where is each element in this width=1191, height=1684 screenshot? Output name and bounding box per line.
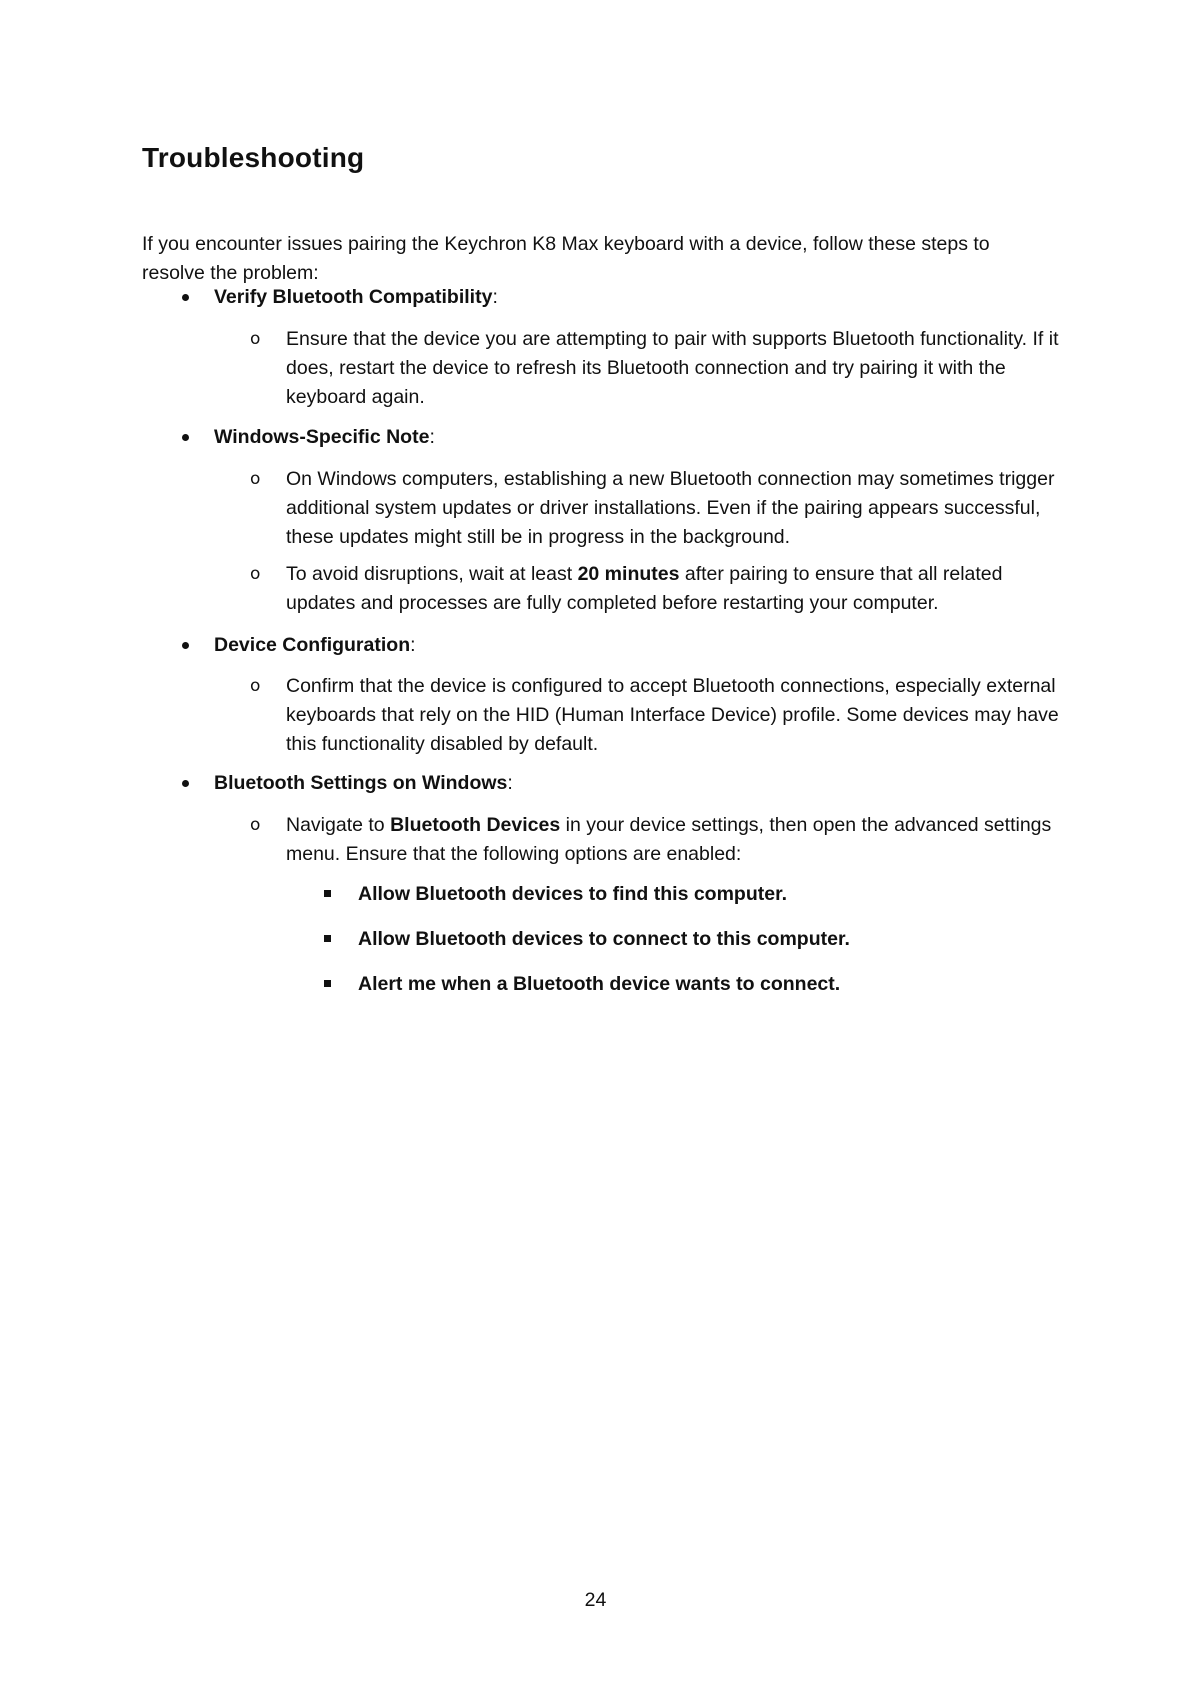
intro-paragraph: If you encounter issues pairing the Keychron K8 Max keyboard with a device, follow these steps to resolve the problem: <box>142 233 990 284</box>
bullet-bt-settings: Bluetooth Settings on Windows: <box>214 769 513 798</box>
sub-item: o On Windows computers, establishing a new Bluetooth connection may sometimes trigger additional system updates or driver installations. Even if the pairing appears successful, these updates might still be in progress in the background. <box>286 465 1066 552</box>
option-item: Alert me when a Bluetooth device wants to connect. <box>358 970 840 999</box>
sub-item: o Confirm that the device is configured to accept Bluetooth connections, especially external keyboards that rely on the HID (Human Interface Device) profile. Some devices may have this functionality disabled by default. <box>286 672 1066 759</box>
bullet-heading: Windows-Specific Note <box>214 426 430 448</box>
sub-item: o Navigate to Bluetooth Devices in your device settings, then open the advanced settings menu. Ensure that the following options are enabled: <box>286 811 1066 869</box>
bullet-windows-note: Windows-Specific Note: <box>214 423 435 452</box>
bullet-heading: Verify Bluetooth Compatibility <box>214 286 493 308</box>
bullet-device-config: Device Configuration: <box>214 631 416 660</box>
page-number: 24 <box>584 1589 607 1611</box>
bullet-heading: Device Configuration <box>214 634 411 656</box>
option-item: Allow Bluetooth devices to connect to this computer. <box>358 925 850 954</box>
sub-item: o To avoid disruptions, wait at least 20 minutes after pairing to ensure that all related updates and processes are fully completed before restarting your computer. <box>286 560 1066 618</box>
page-title: Troubleshooting <box>142 142 365 173</box>
bullet-heading: Bluetooth Settings on Windows <box>214 772 508 794</box>
bullet-verify-bluetooth: Verify Bluetooth Compatibility: <box>214 283 498 312</box>
option-item: Allow Bluetooth devices to find this computer. <box>358 880 787 909</box>
sub-item: o Ensure that the device you are attempting to pair with supports Bluetooth functionality. If it does, restart the device to refresh its Bluetooth connection and try pairing it with the keyboard again. <box>286 325 1066 412</box>
